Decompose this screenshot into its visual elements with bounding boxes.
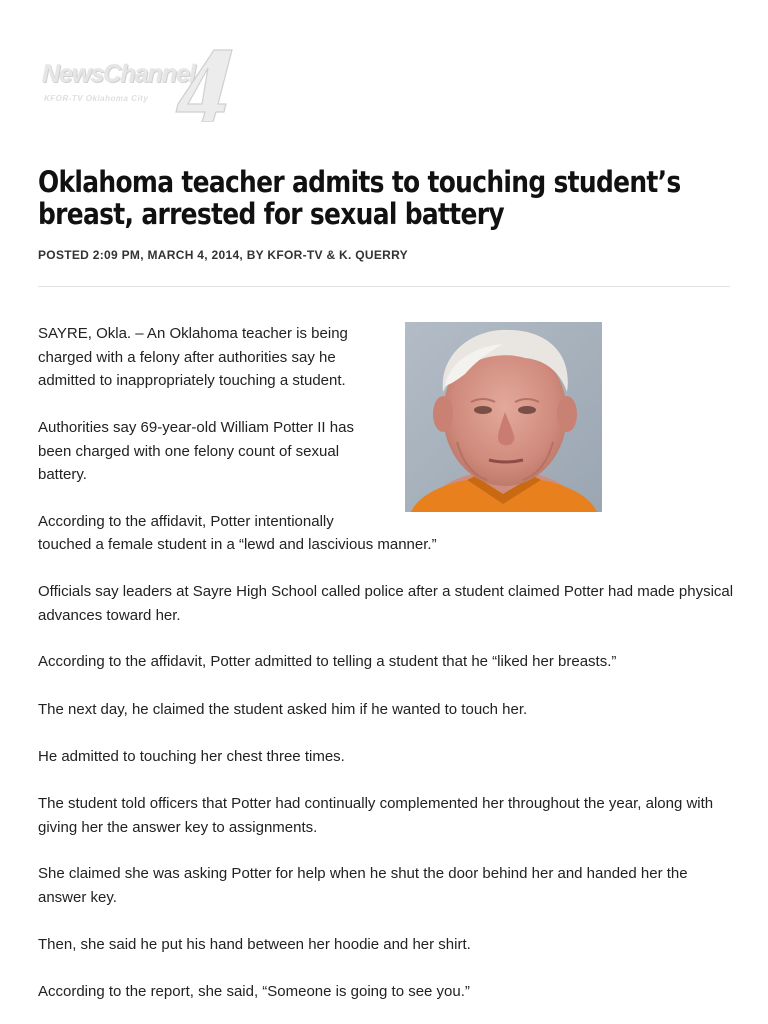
mugshot-photo [405,322,602,512]
logo-wordmark: NewsChannel [42,60,195,88]
paragraph-10: Then, she said he put his hand between her hoodie and her shirt. [38,936,471,953]
paragraph-8: The student told officers that Potter had continually complemented her throughout the year, along with giving her the answer key to assignments. [38,795,714,836]
paragraph-5: According to the affidavit, Potter admitted to telling a student that he “liked her breasts.” [38,653,617,670]
paragraph-11: According to the report, she said, “Someone is going to see you.” [38,983,470,1000]
paragraph-4: Officials say leaders at Sayre High School called police after a student claimed Potter had made physical advances toward her. [38,583,734,624]
paragraph-9: She claimed she was asking Potter for help when he shut the door behind her and handed her the answer key. [38,865,688,906]
paragraph-1: SAYRE, Okla. – An Oklahoma teacher is being charged with a felony after authorities say he admitted to inappropriately touching a student. [38,325,348,389]
newschannel-4-logo[interactable] [40,46,240,122]
paragraph-3-line-2: touched a female student in a “lewd and lascivious manner.” [38,536,437,553]
paragraph-3-line-1: According to the affidavit, Potter intentionally [38,513,334,530]
paragraph-7: He admitted to touching her chest three times. [38,748,345,765]
paragraph-2: Authorities say 69-year-old William Potter II has been charged with one felony count of sexual battery. [38,419,354,483]
logo-subtitle: KFOR-TV Oklahoma City [44,94,149,103]
article-byline: POSTED 2:09 PM, MARCH 4, 2014, BY KFOR-TV & K. QUERRY [38,248,408,262]
article-headline: Oklahoma teacher admits to touching student’s breast, arrested for sexual battery [38,165,681,231]
header-divider [38,286,730,287]
logo-number-four-icon [164,46,240,122]
paragraph-6: The next day, he claimed the student asked him if he wanted to touch her. [38,701,528,718]
